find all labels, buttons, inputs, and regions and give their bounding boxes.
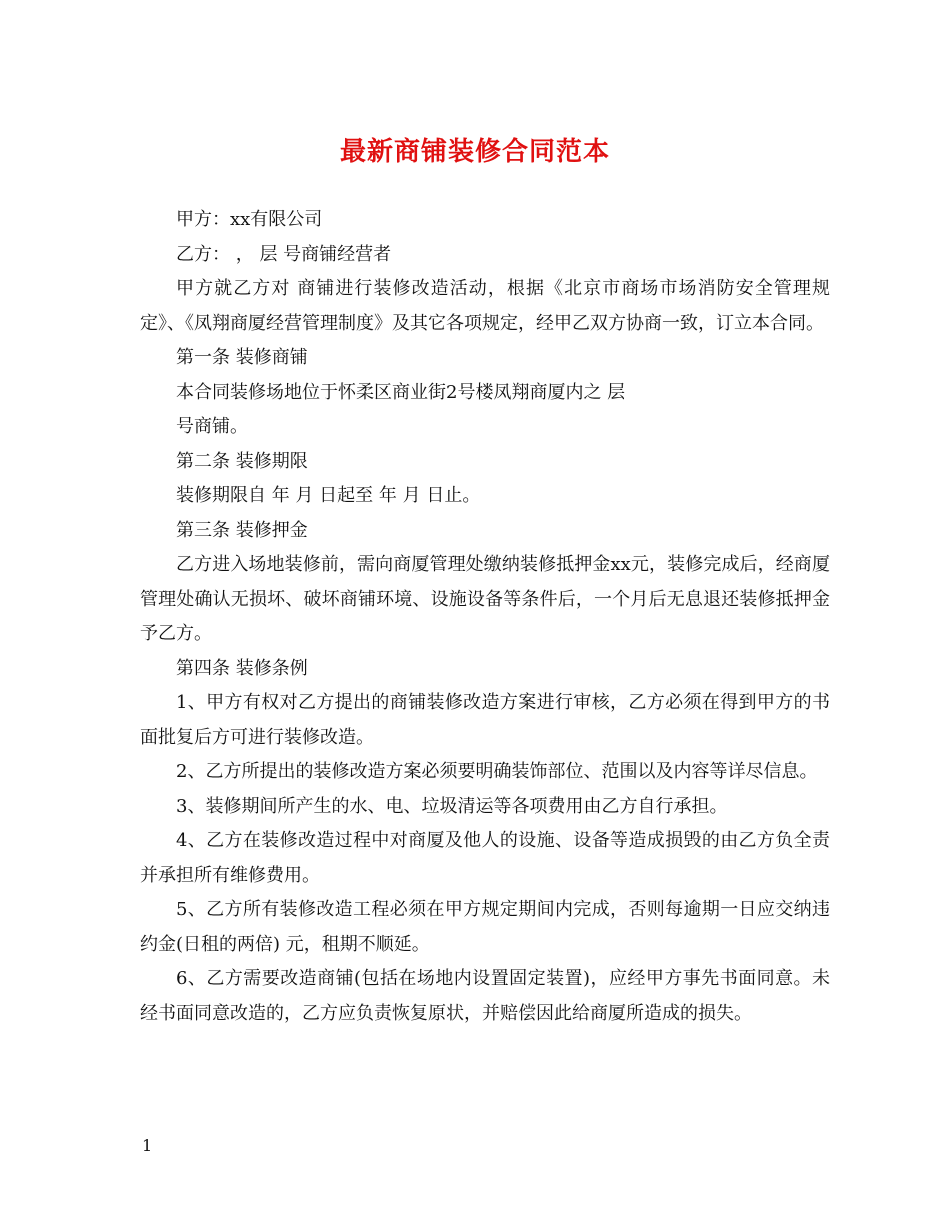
clause-6: 6、乙方需要改造商铺(包括在场地内设置固定装置)，应经甲方事先书面同意。未经书面同意改造的，乙方应负责恢复原状，并赔偿因此给商厦所造成的损失。 [140,968,830,1024]
heading-article-2: 第二条 装修期限 [176,450,308,472]
heading-article-1: 第一条 装修商铺 [176,347,308,368]
clause-3: 3、装修期间所产生的水、电、垃圾清运等各项费用由乙方自行承担。 [176,795,728,817]
clause-1: 1、甲方有权对乙方提出的商铺装修改造方案进行审核，乙方必须在得到甲方的书面批复后方可进行装修改造。 [140,692,830,748]
paragraph-deposit: 乙方进入场地装修前，需向商厦管理处缴纳装修抵押金xx元，装修完成后，经商厦管理处确认无损坏、破坏商铺环境、设施设备等条件后，一个月后无息退还装修抵押金予乙方。 [140,554,830,644]
paragraph-party-a: 甲方：xx有限公司 [176,209,323,230]
paragraph-preamble: 甲方就乙方对 商铺进行装修改造活动，根据《北京市商场市场消防安全管理规定》、《凤翔商厦经营管理制度》及其它各项规定，经甲乙双方协商一致，订立本合同。 [140,278,830,334]
paragraph-party-b: 乙方： ， 层 号商铺经营者 [176,243,392,265]
paragraph-location: 本合同装修场地位于怀柔区商业街2号楼凤翔商厦内之 层 [176,381,626,403]
clause-5: 5、乙方所有装修改造工程必须在甲方规定期间内完成，否则每逾期一日应交纳违约金(日租的两倍) 元，租期不顺延。 [140,899,830,955]
heading-article-3: 第三条 装修押金 [176,519,308,541]
document-body [140,203,830,1031]
clause-2: 2、乙方所提出的装修改造方案必须要明确装饰部位、范围以及内容等详尽信息。 [176,761,818,782]
paragraph-period: 装修期限自 年 月 日起至 年 月 日止。 [176,485,481,506]
clause-4: 4、乙方在装修改造过程中对商厦及他人的设施、设备等造成损毁的由乙方负全责并承担所有维修费用。 [140,830,830,886]
heading-article-4: 第四条 装修条例 [176,657,308,679]
page-number: 1 [142,1136,153,1155]
paragraph-shop-number: 号商铺。 [176,416,248,437]
document-title: 最新商铺装修合同范本 [339,137,610,167]
